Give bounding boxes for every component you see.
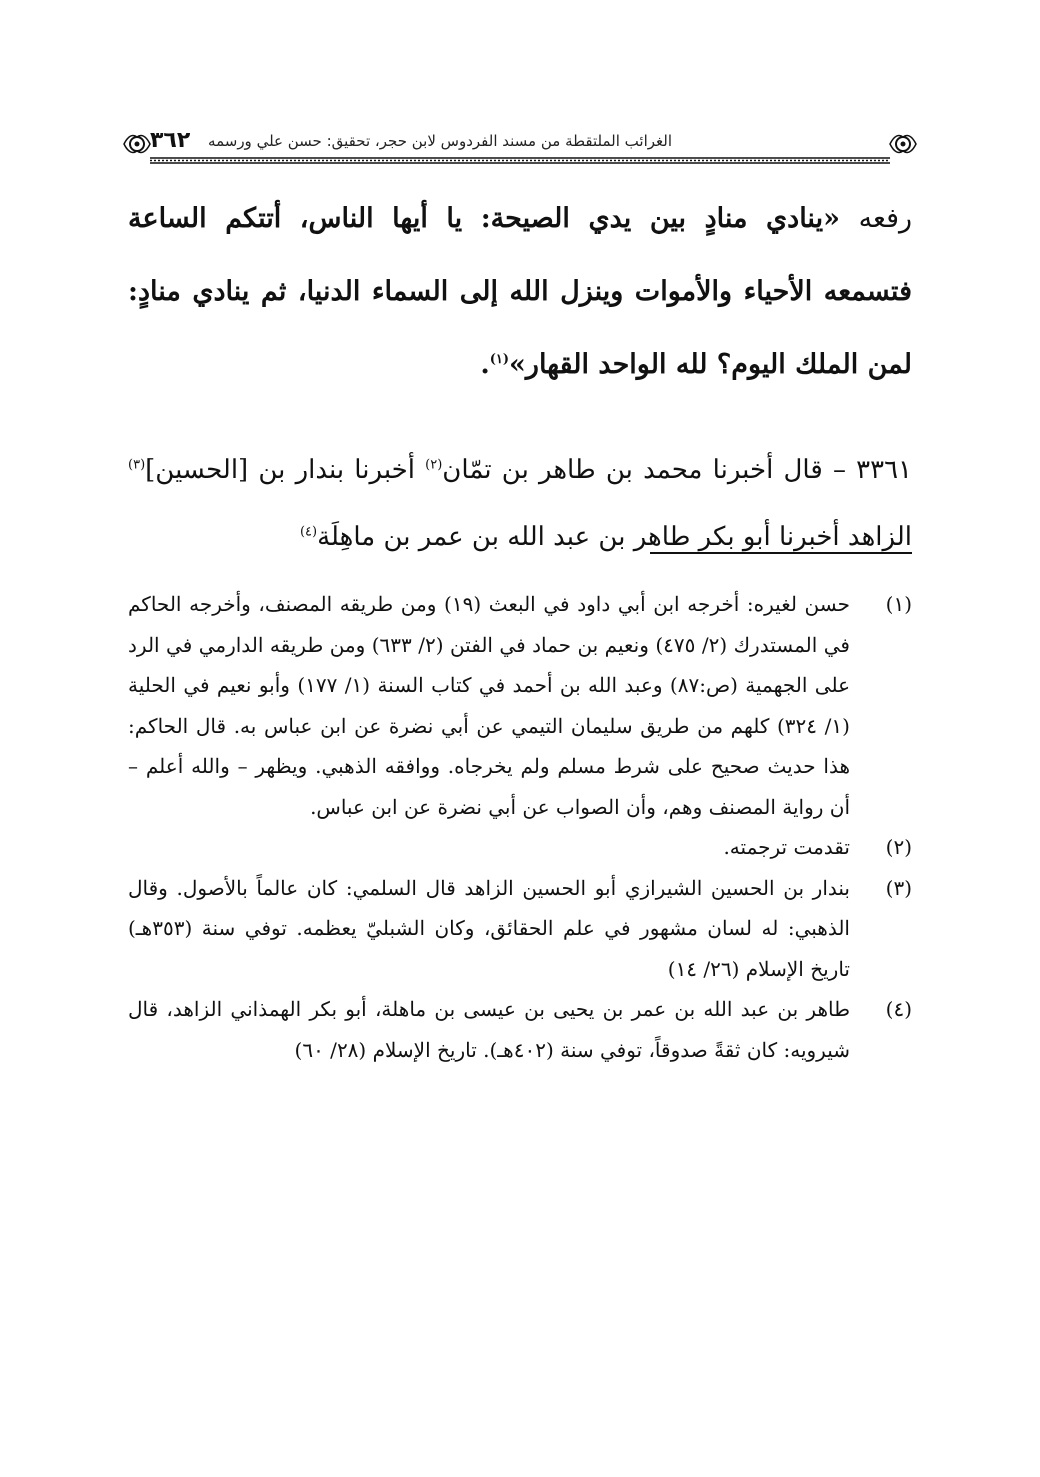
footnote-ref-2[interactable]: (٢) xyxy=(425,457,443,473)
footnote-ref-4[interactable]: (٤) xyxy=(299,524,318,540)
hadith-3361 xyxy=(128,437,912,571)
hadith-isnad-c: الزاهد أخبرنا أبو بكر طاهر بن عبد الله بن عمر بن ماهِلَة xyxy=(317,522,912,552)
hadith-isnad-a: ٣٣٦١ – قال أخبرنا محمد بن طاهر بن تمّان xyxy=(442,455,912,485)
footnote-ref-1[interactable]: (١) xyxy=(489,352,510,367)
hadith-isnad-b: أخبرنا بندار بن [الحسين] xyxy=(145,455,426,485)
header-rule xyxy=(150,157,890,164)
hadith-matn: «ينادي منادٍ بين يدي الصيحة: يا أيها الناس، أتتكم الساعة فتسمعه الأحياء والأموات وينزل الله إلى السماء الدنيا، ثم ينادي منادٍ: لمن الملك اليوم؟ لله الواحد القهار» xyxy=(128,203,912,380)
footnote-text: حسن لغيره: أخرجه ابن أبي داود في البعث (١٩) ومن طريقه المصنف، وأخرجه الحاكم في المستدرك (٢/ ٤٧٥) ونعيم بن حماد في الفتن (٢/ ٦٣٣) ومن طريقه الدارمي في الرد على الجهمية (ص:٨٧) وعبد الله بن أحمد في كتاب السنة (١/ ١٧٧) وأبو نعيم في الحلية (١/ ٣٢٤) كلهم من طريق سليمان التيمي عن أبي نضرة عن ابن عباس به. قال الحاكم: هذا حديث صحيح على شرط مسلم ولم يخرجاه. ووافقه الذهبي. ويظهر – والله أعلم – أن رواية المصنف وهم، وأن الصواب عن أبي نضرة عن ابن عباس. xyxy=(128,592,850,819)
footnote-number: (٢) xyxy=(885,835,912,859)
footnote-4 xyxy=(128,989,912,1070)
running-title: الغرائب الملتقطة من مسند الفردوس لابن حجر، تحقيق: حسن علي ورسمه xyxy=(208,132,672,150)
footnote-2 xyxy=(128,827,912,868)
footnote-number: (٤) xyxy=(885,997,912,1021)
lead-intro: رفعه xyxy=(858,203,913,234)
footnote-text: بندار بن الحسين الشيرازي أبو الحسين الزاهد قال السلمي: كان عالماً بالأصول. وقال الذهبي: له لسان مشهور في علم الحقائق، وكان الشبليّ يعظمه. توفي سنة (٣٥٣هـ) تاريخ الإسلام (٢٦/ ١٤) xyxy=(128,875,850,981)
lead-end: . xyxy=(480,349,490,380)
hadith-continuation xyxy=(128,182,912,401)
footnote-1 xyxy=(128,584,912,827)
main-text xyxy=(128,182,912,571)
footnote-number: (١) xyxy=(885,592,912,616)
footnote-text: طاهر بن عبد الله بن عمر بن يحيى بن عيسى بن ماهلة، أبو بكر الهمذاني الزاهد، قال شيرويه: كان ثقةً صدوقاً، توفي سنة (٤٠٢هـ). تاريخ الإسلام (٢٨/ ٦٠) xyxy=(128,997,850,1062)
footnote-divider xyxy=(650,552,912,554)
page-number: ٣٦٢ xyxy=(150,128,191,153)
footnote-number: (٣) xyxy=(885,875,912,900)
footnote-3 xyxy=(128,868,912,990)
page-header xyxy=(128,126,912,166)
footnote-text: تقدمت ترجمته. xyxy=(723,835,850,859)
footnotes xyxy=(128,584,912,1070)
footnote-ref-3[interactable]: (٣) xyxy=(128,457,146,473)
ornament-left-icon xyxy=(120,128,154,162)
ornament-right-icon xyxy=(886,128,920,162)
